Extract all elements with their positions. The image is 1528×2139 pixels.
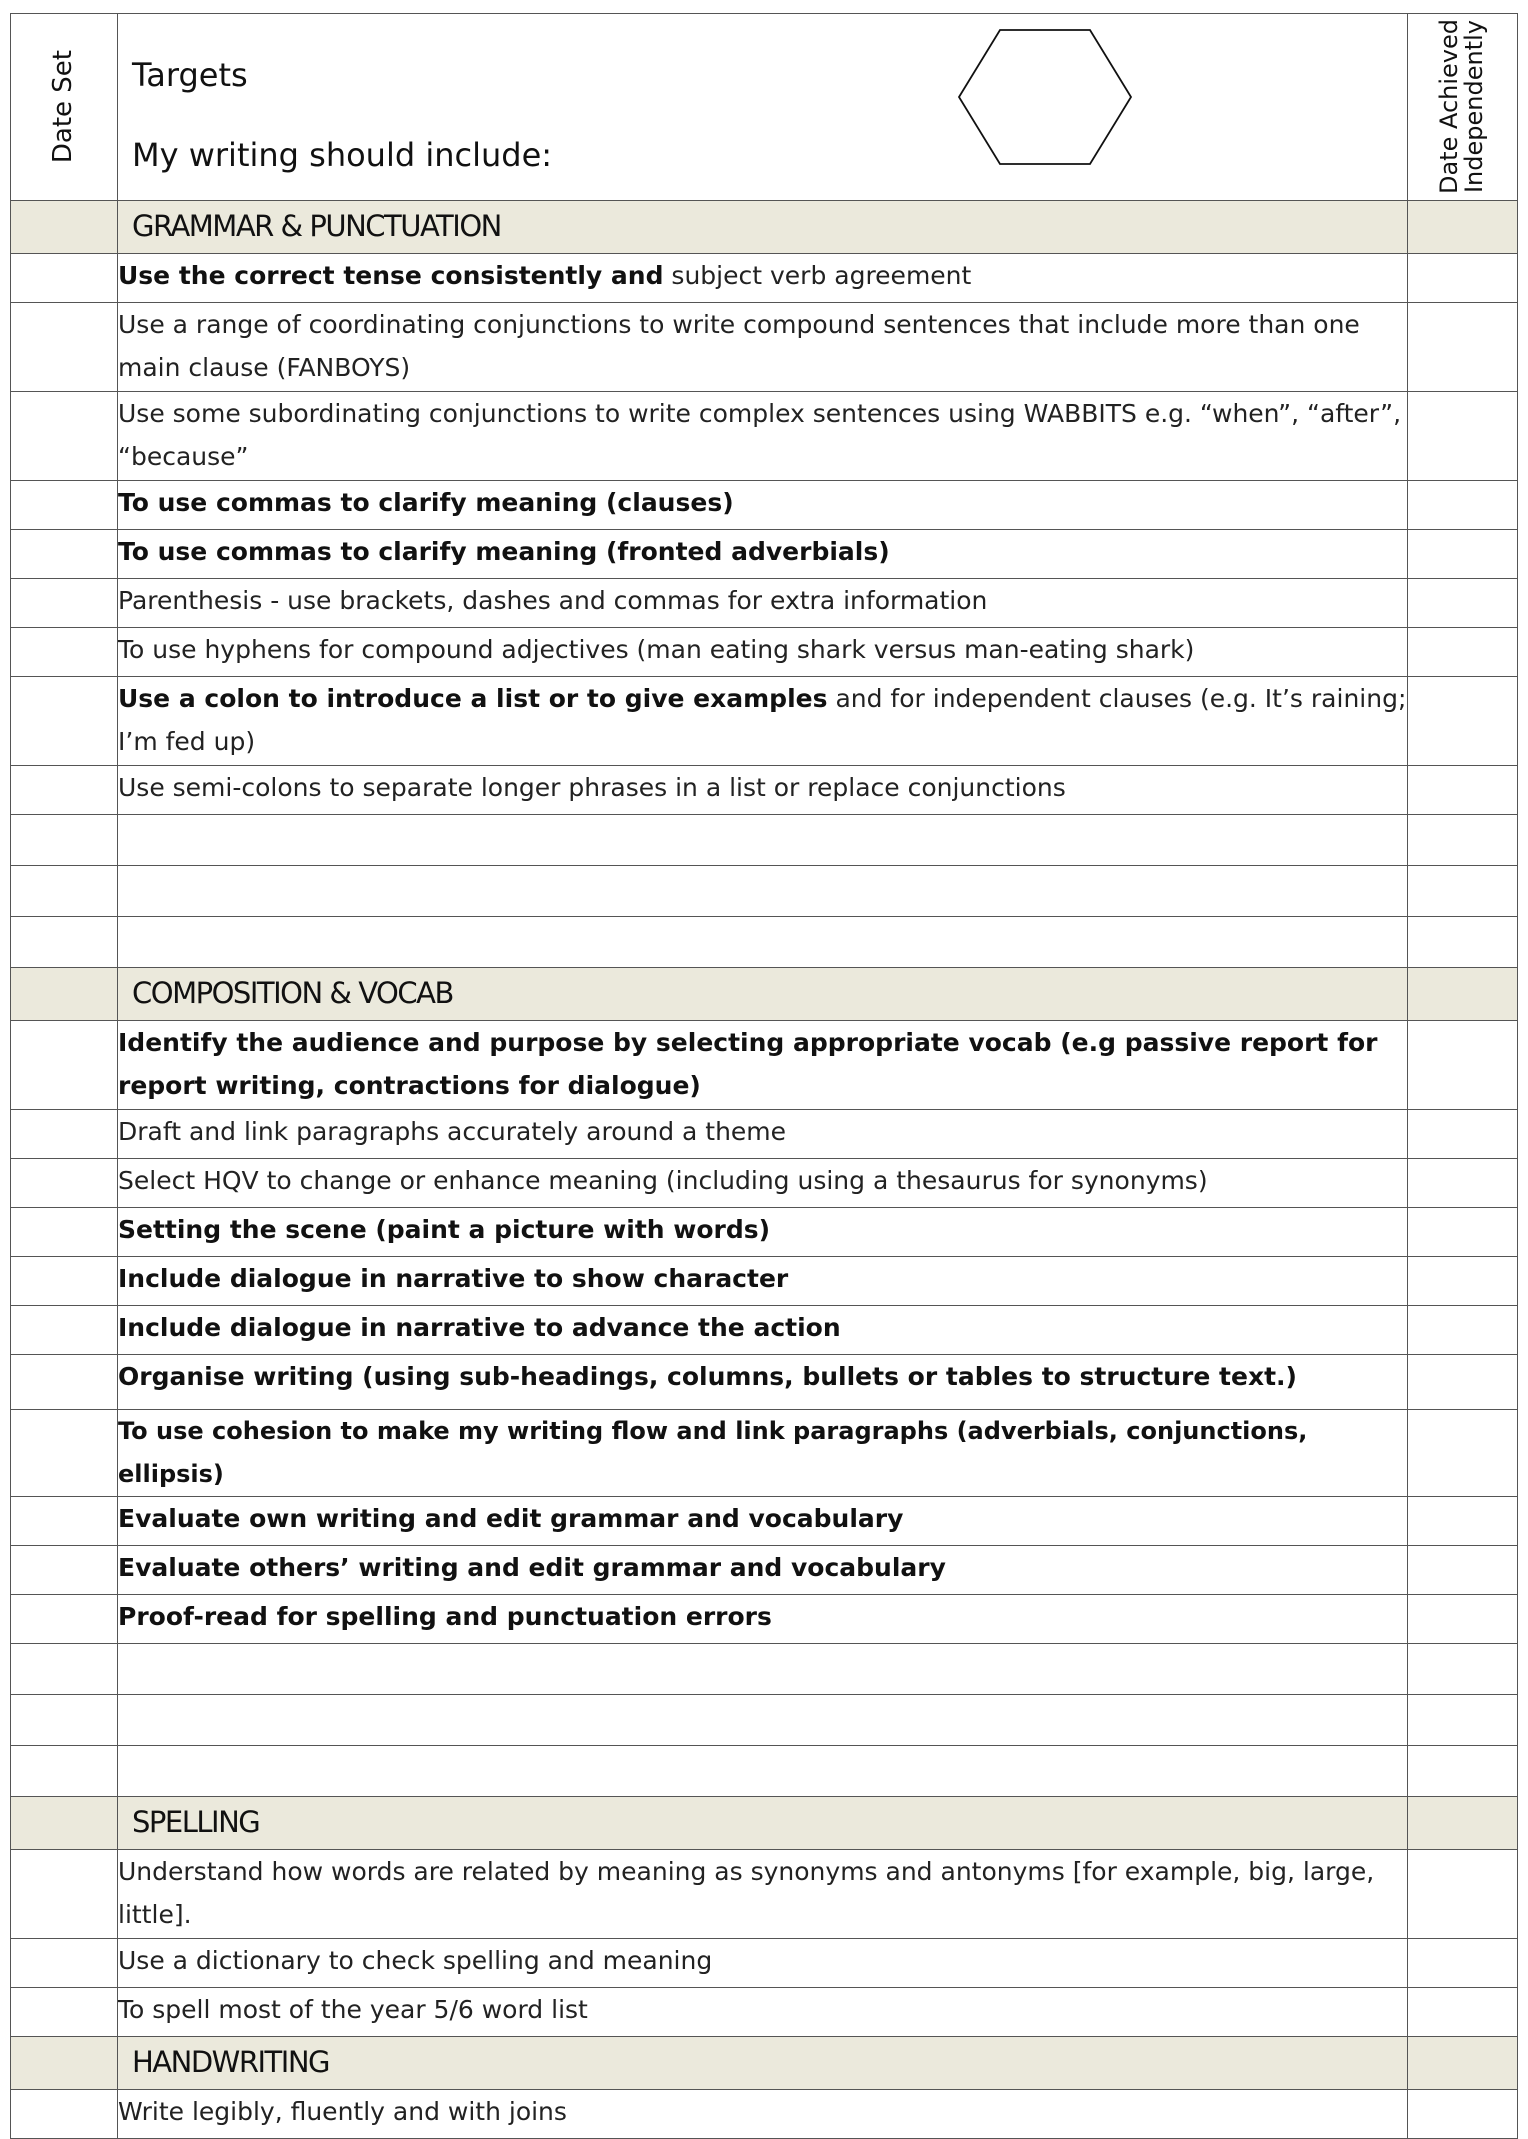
target-text: Evaluate own writing and edit grammar and vocabulary xyxy=(118,1497,1408,1546)
blank-row xyxy=(11,815,1518,866)
date-set-cell[interactable] xyxy=(11,1939,118,1988)
date-set-cell[interactable] xyxy=(11,392,118,481)
target-row xyxy=(11,1355,1518,1410)
date-set-cell[interactable] xyxy=(11,1355,118,1410)
date-set-cell[interactable] xyxy=(11,579,118,628)
targets-subtitle: My writing should include: xyxy=(132,136,553,174)
target-text: Proof-read for spelling and punctuation errors xyxy=(118,1595,1408,1644)
date-set-cell[interactable] xyxy=(11,1850,118,1939)
date-set-cell[interactable] xyxy=(11,1497,118,1546)
date-achieved-cell[interactable] xyxy=(1408,677,1518,766)
date-achieved-cell[interactable] xyxy=(1408,1939,1518,1988)
date-achieved-cell[interactable] xyxy=(1408,392,1518,481)
date-achieved-cell[interactable] xyxy=(1408,766,1518,815)
date-set-cell[interactable] xyxy=(11,1257,118,1306)
target-text: Identify the audience and purpose by selecting appropriate vocab (e.g passive report for report writing, contractions for dialogue) xyxy=(118,1021,1408,1110)
date-set-cell[interactable] xyxy=(11,1110,118,1159)
target-row xyxy=(11,1595,1518,1644)
blank-row xyxy=(11,866,1518,917)
target-text: Use the correct tense consistently and subject verb agreement xyxy=(118,254,1408,303)
date-set-cell[interactable] xyxy=(11,1306,118,1355)
target-row xyxy=(11,1208,1518,1257)
date-set-cell[interactable] xyxy=(11,530,118,579)
target-row xyxy=(11,1159,1518,1208)
blank-row xyxy=(11,1746,1518,1797)
hexagon-shape xyxy=(956,27,1134,167)
target-row xyxy=(11,530,1518,579)
targets-header xyxy=(118,14,1408,201)
target-row xyxy=(11,254,1518,303)
date-achieved-cell[interactable] xyxy=(1408,1497,1518,1546)
section-title: HANDWRITING xyxy=(118,2037,1408,2090)
date-set-cell[interactable] xyxy=(11,481,118,530)
section-spelling xyxy=(11,1797,1518,1850)
independently-label: Independently xyxy=(1460,20,1489,194)
date-set-cell[interactable] xyxy=(11,254,118,303)
date-achieved-cell[interactable] xyxy=(1408,2090,1518,2139)
date-set-header xyxy=(11,14,118,201)
target-row xyxy=(11,628,1518,677)
date-set-cell[interactable] xyxy=(11,1410,118,1497)
target-text: Setting the scene (paint a picture with words) xyxy=(118,1208,1408,1257)
target-row xyxy=(11,1497,1518,1546)
date-achieved-cell[interactable] xyxy=(1408,1208,1518,1257)
date-set-cell[interactable] xyxy=(11,766,118,815)
date-achieved-label: Date Achieved xyxy=(1435,19,1464,195)
date-achieved-cell[interactable] xyxy=(1408,579,1518,628)
date-achieved-cell[interactable] xyxy=(1408,1988,1518,2037)
target-text: Select HQV to change or enhance meaning (including using a thesaurus for synonyms) xyxy=(118,1159,1408,1208)
date-set-cell[interactable] xyxy=(11,1208,118,1257)
date-achieved-cell[interactable] xyxy=(1408,1850,1518,1939)
target-text: Organise writing (using sub-headings, columns, bullets or tables to structure text.) xyxy=(118,1355,1408,1410)
date-achieved-cell[interactable] xyxy=(1408,1257,1518,1306)
target-text: To use cohesion to make my writing flow and link paragraphs (adverbials, conjunctions, ellipsis) xyxy=(118,1410,1408,1497)
target-row xyxy=(11,1306,1518,1355)
date-achieved-cell[interactable] xyxy=(1408,530,1518,579)
date-achieved-cell[interactable] xyxy=(1408,481,1518,530)
target-row xyxy=(11,1546,1518,1595)
target-row xyxy=(11,766,1518,815)
target-text: Write legibly, fluently and with joins xyxy=(118,2090,1408,2139)
target-row xyxy=(11,677,1518,766)
targets-table xyxy=(10,13,1518,2139)
target-text: To use commas to clarify meaning (clauses) xyxy=(118,481,1408,530)
date-set-cell[interactable] xyxy=(11,303,118,392)
blank-row xyxy=(11,1644,1518,1695)
section-title: COMPOSITION & VOCAB xyxy=(118,968,1408,1021)
date-achieved-cell[interactable] xyxy=(1408,303,1518,392)
target-text: Draft and link paragraphs accurately around a theme xyxy=(118,1110,1408,1159)
target-row xyxy=(11,1988,1518,2037)
date-achieved-cell[interactable] xyxy=(1408,1410,1518,1497)
section-title: GRAMMAR & PUNCTUATION xyxy=(118,201,1408,254)
date-set-cell[interactable] xyxy=(11,628,118,677)
date-achieved-cell[interactable] xyxy=(1408,1110,1518,1159)
header-row xyxy=(11,14,1518,201)
date-achieved-cell[interactable] xyxy=(1408,1021,1518,1110)
date-achieved-cell[interactable] xyxy=(1408,1159,1518,1208)
date-achieved-cell[interactable] xyxy=(1408,1306,1518,1355)
target-text: Use a colon to introduce a list or to give examples and for independent clauses (e.g. It’s raining; I’m fed up) xyxy=(118,677,1408,766)
date-set-cell[interactable] xyxy=(11,1021,118,1110)
target-text: Parenthesis - use brackets, dashes and commas for extra information xyxy=(118,579,1408,628)
target-row xyxy=(11,1021,1518,1110)
target-row xyxy=(11,1939,1518,1988)
target-row xyxy=(11,579,1518,628)
date-set-cell[interactable] xyxy=(11,1988,118,2037)
target-text: Include dialogue in narrative to show character xyxy=(118,1257,1408,1306)
section-grammar xyxy=(11,201,1518,254)
target-text: Use a dictionary to check spelling and meaning xyxy=(118,1939,1408,1988)
blank-row xyxy=(11,1695,1518,1746)
target-row xyxy=(11,392,1518,481)
target-text: Evaluate others’ writing and edit grammar and vocabulary xyxy=(118,1546,1408,1595)
target-row xyxy=(11,1850,1518,1939)
target-row xyxy=(11,481,1518,530)
date-achieved-cell[interactable] xyxy=(1408,628,1518,677)
date-set-cell[interactable] xyxy=(11,1595,118,1644)
date-achieved-cell[interactable] xyxy=(1408,1355,1518,1410)
target-text: Use a range of coordinating conjunctions to write compound sentences that include more than one main clause (FANBOYS) xyxy=(118,303,1408,392)
target-row xyxy=(11,2090,1518,2139)
date-achieved-cell[interactable] xyxy=(1408,1595,1518,1644)
target-text: Use some subordinating conjunctions to write complex sentences using WABBITS e.g. “when”, “after”, “because” xyxy=(118,392,1408,481)
date-achieved-cell[interactable] xyxy=(1408,254,1518,303)
target-text: Use semi-colons to separate longer phrases in a list or replace conjunctions xyxy=(118,766,1408,815)
target-text: Include dialogue in narrative to advance the action xyxy=(118,1306,1408,1355)
date-set-cell[interactable] xyxy=(11,1159,118,1208)
date-achieved-cell[interactable] xyxy=(1408,1546,1518,1595)
date-set-cell[interactable] xyxy=(11,677,118,766)
target-text: Understand how words are related by meaning as synonyms and antonyms [for example, big, large, little]. xyxy=(118,1850,1408,1939)
target-text: To spell most of the year 5/6 word list xyxy=(118,1988,1408,2037)
target-text: To use commas to clarify meaning (fronted adverbials) xyxy=(118,530,1408,579)
target-row xyxy=(11,1110,1518,1159)
date-achieved-header xyxy=(1408,14,1518,201)
section-handwriting xyxy=(11,2037,1518,2090)
date-set-cell[interactable] xyxy=(11,2090,118,2139)
date-set-label: Date Set xyxy=(48,50,79,164)
section-composition xyxy=(11,968,1518,1021)
target-row xyxy=(11,1257,1518,1306)
blank-row xyxy=(11,917,1518,968)
target-row xyxy=(11,1410,1518,1497)
section-title: SPELLING xyxy=(118,1797,1408,1850)
target-row xyxy=(11,303,1518,392)
targets-title: Targets xyxy=(132,56,248,94)
target-text: To use hyphens for compound adjectives (man eating shark versus man-eating shark) xyxy=(118,628,1408,677)
date-set-cell[interactable] xyxy=(11,1546,118,1595)
